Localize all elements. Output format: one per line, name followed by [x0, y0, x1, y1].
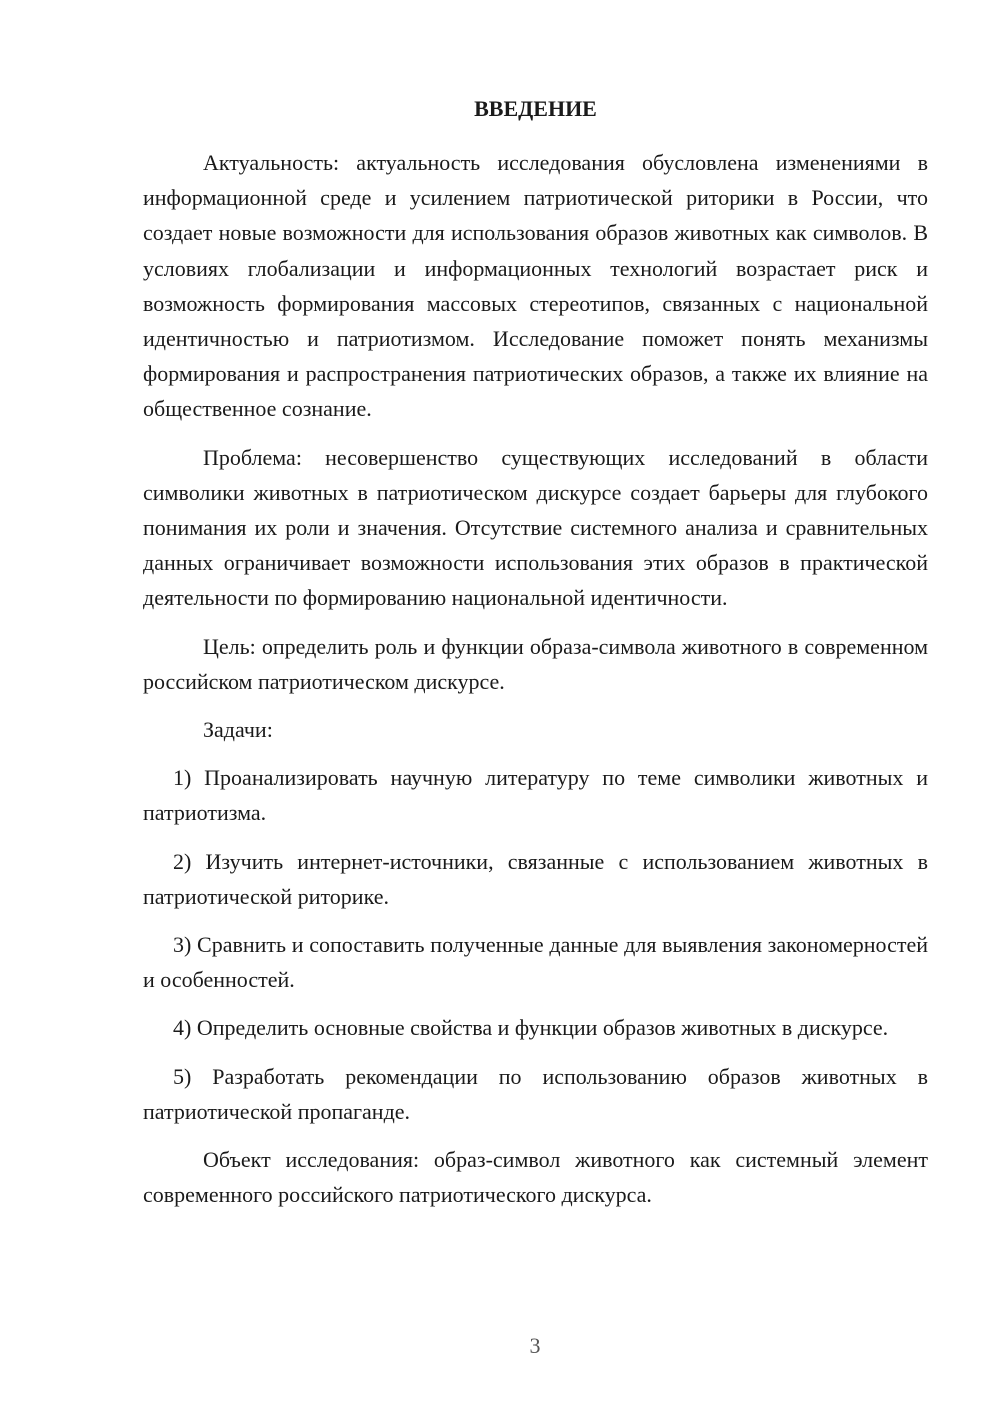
task-item: 4) Определить основные свойства и функции образов животных в дискурсе.	[173, 1015, 889, 1041]
tasks-heading: Задачи:	[203, 717, 273, 743]
section-title: ВВЕДЕНИЕ	[474, 96, 597, 121]
task-item: 1) Проанализировать научную литературу по теме символики животных и патриотизма.	[143, 765, 928, 826]
goal-paragraph: Цель: определить роль и функции образа-символа животного в современном российском патриотическом дискурсе.	[143, 633, 928, 694]
problem-paragraph: Проблема: несовершенство существующих исследований в области символики животных в патриотическом дискурсе создает барьеры для глубокого понимания их роли и значения. Отсутствие системного анализа и сравнительных данных ограничивает возможности использования этих образов в практической деятельности по формированию национальной идентичности.	[143, 444, 928, 611]
task-item: 3) Сравнить и сопоставить полученные данные для выявления закономерностей и особенностей.	[143, 932, 928, 993]
object-paragraph: Объект исследования: образ-символ животного как системный элемент современного российского патриотического дискурса.	[143, 1147, 928, 1208]
page-body	[143, 95, 928, 1212]
task-item: 5) Разработать рекомендации по использованию образов животных в патриотической пропаганде.	[143, 1063, 928, 1124]
task-item: 2) Изучить интернет-источники, связанные с использованием животных в патриотической риторике.	[143, 848, 928, 909]
relevance-paragraph: Актуальность: актуальность исследования обусловлена изменениями в информационной среде и усилением патриотической риторики в России, что создает новые возможности для использования образов животных как символов. В условиях глобализации и информационных технологий возрастает риск и возможность формирования массовых стереотипов, связанных с национальной идентичностью и патриотизмом. Исследование поможет понять механизмы формирования и распространения патриотических образов, а также их влияние на общественное сознание.	[143, 150, 928, 422]
page-number: 3	[529, 1333, 541, 1358]
